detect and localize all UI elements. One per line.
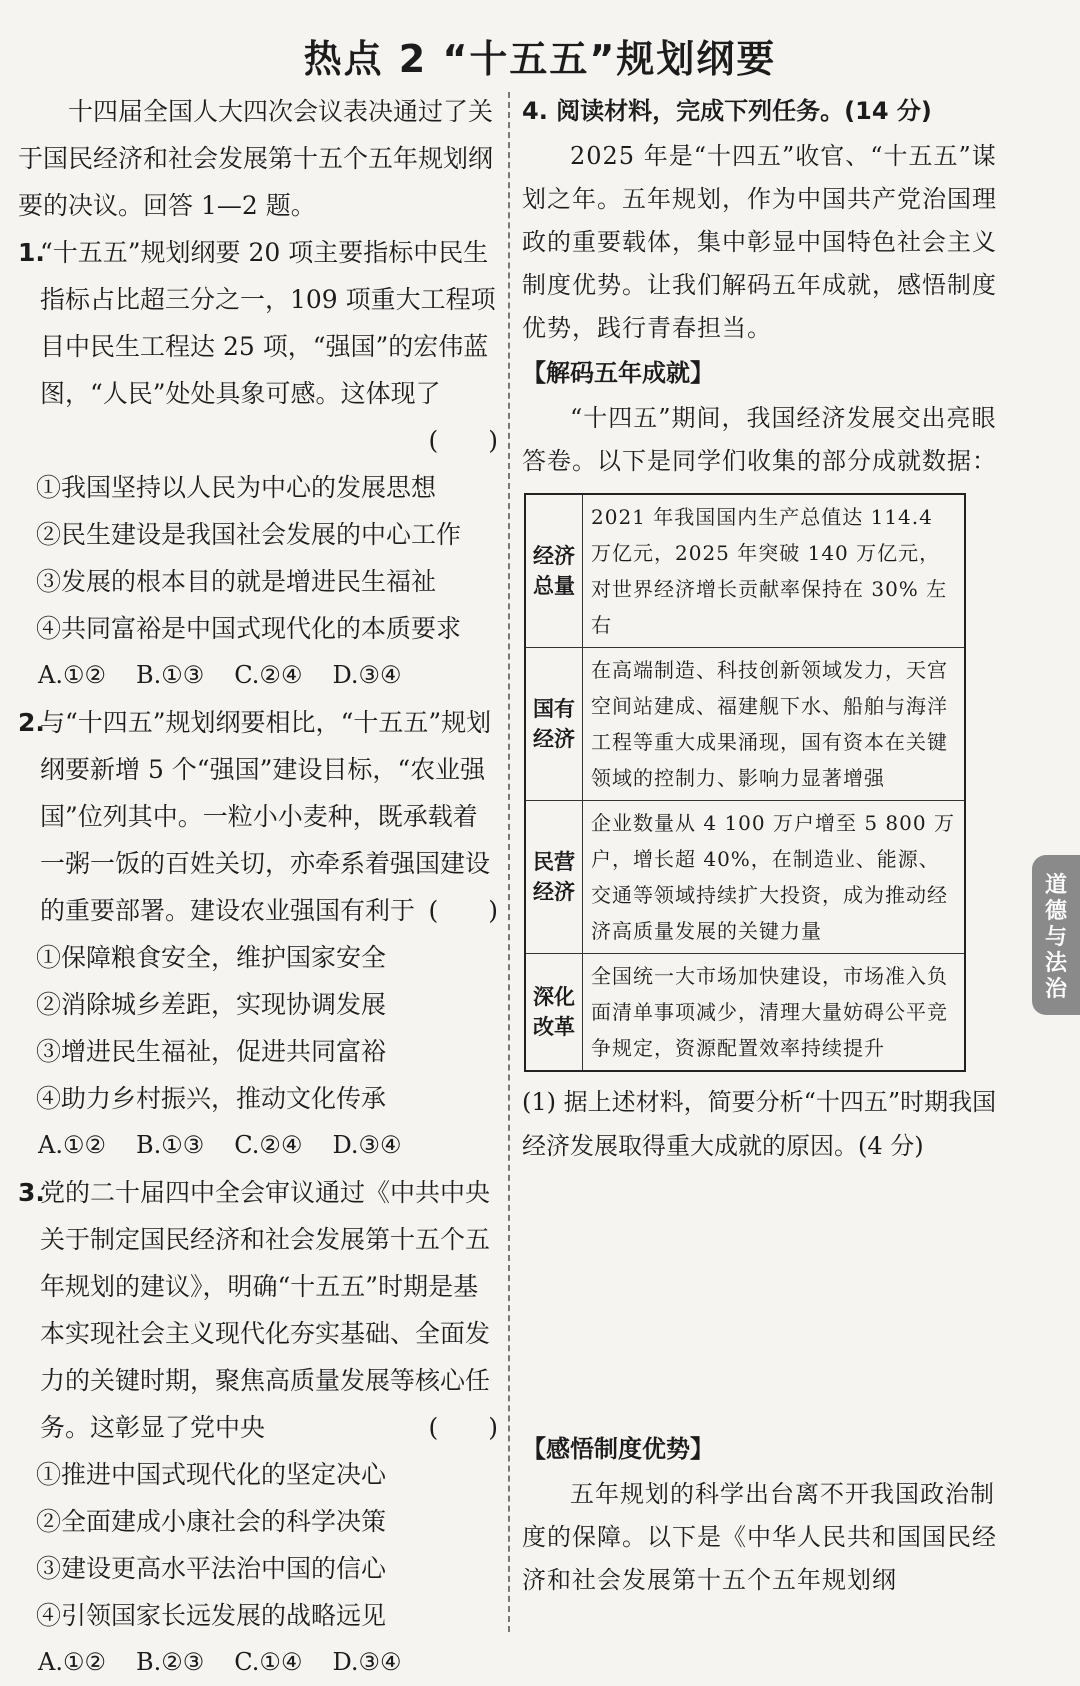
row-content: 全国统一大市场加快建设，市场准入负面清单事项减少，清理大量妨碍公平竞争规定，资源配置效率持续提升	[583, 954, 966, 1072]
option: ②全面建成小康社会的科学决策	[36, 1507, 387, 1536]
choice-d[interactable]: D.③④	[332, 1648, 402, 1676]
question-3	[18, 1169, 498, 1686]
option: ③建设更高水平法治中国的信心	[36, 1554, 387, 1583]
row-content: 企业数量从 4 100 万户增至 5 800 万户，增长超 40%，在制造业、能源、交通等领域持续扩大投资，成为推动经济高质量发展的关键力量	[583, 801, 966, 954]
question-number: 3.	[18, 1178, 45, 1207]
choice-c[interactable]: C.②④	[234, 1131, 303, 1159]
question-4-header: 4. 阅读材料，完成下列任务。(14 分)	[522, 97, 932, 125]
answer-choices	[18, 1122, 498, 1169]
question-number: 2.	[18, 708, 45, 737]
row-label: 国有经济	[525, 648, 583, 801]
answer-bracket: ( )	[428, 896, 498, 925]
subject-side-tab	[1032, 855, 1080, 1015]
task-1: (1) 据上述材料，简要分析“十四五”时期我国经济发展取得重大成就的原因。(4 分)	[522, 1088, 997, 1160]
question-number: 1.	[18, 238, 45, 267]
choice-d[interactable]: D.③④	[332, 661, 402, 689]
question-stem: “十五五”规划纲要 20 项主要指标中民生指标占比超三分之一，109 项重大工程项目中民生工程达 25 项，“强国”的宏伟蓝图，“人民”处处具象可感。这体现了	[40, 238, 496, 408]
option: ②消除城乡差距，实现协调发展	[36, 990, 387, 1019]
option: ①推进中国式现代化的坚定决心	[36, 1460, 387, 1489]
intro-text: 十四届全国人大四次会议表决通过了关于国民经济和社会发展第十五个五年规划纲要的决议。回答 1—2 题。	[18, 97, 494, 220]
table-row	[525, 954, 965, 1072]
choice-c[interactable]: C.①④	[234, 1648, 303, 1676]
option: ①保障粮食安全，维护国家安全	[36, 943, 387, 972]
achievements-intro: “十四五”期间，我国经济发展交出亮眼答卷。以下是同学们收集的部分成就数据：	[522, 404, 997, 475]
table-row	[525, 494, 965, 648]
question-stem: 与“十四五”规划纲要相比，“十五五”规划纲要新增 5 个“强国”建设目标，“农业强国”位列其中。一粒小小麦种，既承载着一粥一饭的百姓关切，亦牵系着强国建设的重要部署。建设农业强国有利于	[40, 708, 492, 925]
achievements-table	[524, 493, 966, 1072]
question-4-intro: 2025 年是“十四五”收官、“十五五”谋划之年。五年规划，作为中国共产党治国理政的重要载体，集中彰显中国特色社会主义制度优势。让我们解码五年成就，感悟制度优势，践行青春担当。	[522, 142, 997, 342]
question-1	[18, 229, 498, 699]
answer-bracket: ( )	[428, 426, 498, 455]
row-label: 民营经济	[525, 801, 583, 954]
section-heading-achievements: 【解码五年成就】	[522, 359, 714, 387]
table-row	[525, 801, 965, 954]
choice-d[interactable]: D.③④	[332, 1131, 402, 1159]
option: ④助力乡村振兴，推动文化传承	[36, 1084, 387, 1113]
answer-bracket: ( )	[428, 1413, 498, 1442]
row-content: 2021 年我国国内生产总值达 114.4 万亿元，2025 年突破 140 万亿元，对世界经济增长贡献率保持在 30% 左右	[583, 494, 966, 648]
table-row	[525, 648, 965, 801]
subject-label: 道德与法治	[1044, 873, 1067, 1002]
row-content: 在高端制造、科技创新领域发力，天宫空间站建成、福建舰下水、船舶与海洋工程等重大成果涌现，国有资本在关键领域的控制力、影响力显著增强	[583, 648, 966, 801]
option: ③增进民生福祉，促进共同富裕	[36, 1037, 387, 1066]
answer-space[interactable]	[522, 1168, 1012, 1426]
question-stem: 党的二十届四中全会审议通过《中共中央关于制定国民经济和社会发展第十五个五年规划的建议》，明确“十五五”时期是基本实现社会主义现代化夯实基础、全面发力的关键时期，聚焦高质量发展等核心任务。这彰显了党中央	[40, 1178, 491, 1442]
choice-a[interactable]: A.①②	[38, 661, 106, 689]
institutional-advantage-text: 五年规划的科学出台离不开我国政治制度的保障。以下是《中华人民共和国国民经济和社会发展第十五个五年规划纲	[522, 1480, 997, 1594]
question-2	[18, 699, 498, 1169]
choice-b[interactable]: B.①③	[136, 661, 205, 689]
section-heading-institutional-advantage: 【感悟制度优势】	[522, 1435, 714, 1463]
option: ②民生建设是我国社会发展的中心工作	[36, 520, 462, 549]
column-divider	[508, 92, 510, 1632]
choice-a[interactable]: A.①②	[38, 1131, 106, 1159]
choice-b[interactable]: B.①③	[136, 1131, 205, 1159]
option: ③发展的根本目的就是增进民生福祉	[36, 567, 437, 596]
option: ④引领国家长远发展的战略远见	[36, 1601, 387, 1630]
choice-a[interactable]: A.①②	[38, 1648, 106, 1676]
choice-c[interactable]: C.②④	[234, 661, 303, 689]
row-label: 经济总量	[525, 494, 583, 648]
choice-b[interactable]: B.②③	[136, 1648, 205, 1676]
option: ④共同富裕是中国式现代化的本质要求	[36, 614, 462, 643]
row-label: 深化改革	[525, 954, 583, 1072]
right-column	[522, 88, 1012, 1602]
option: ①我国坚持以人民为中心的发展思想	[36, 473, 437, 502]
left-column	[18, 88, 498, 1686]
answer-choices	[18, 652, 498, 699]
answer-choices	[18, 1639, 498, 1686]
page-title: 热点 2 “十五五”规划纲要	[303, 37, 777, 81]
